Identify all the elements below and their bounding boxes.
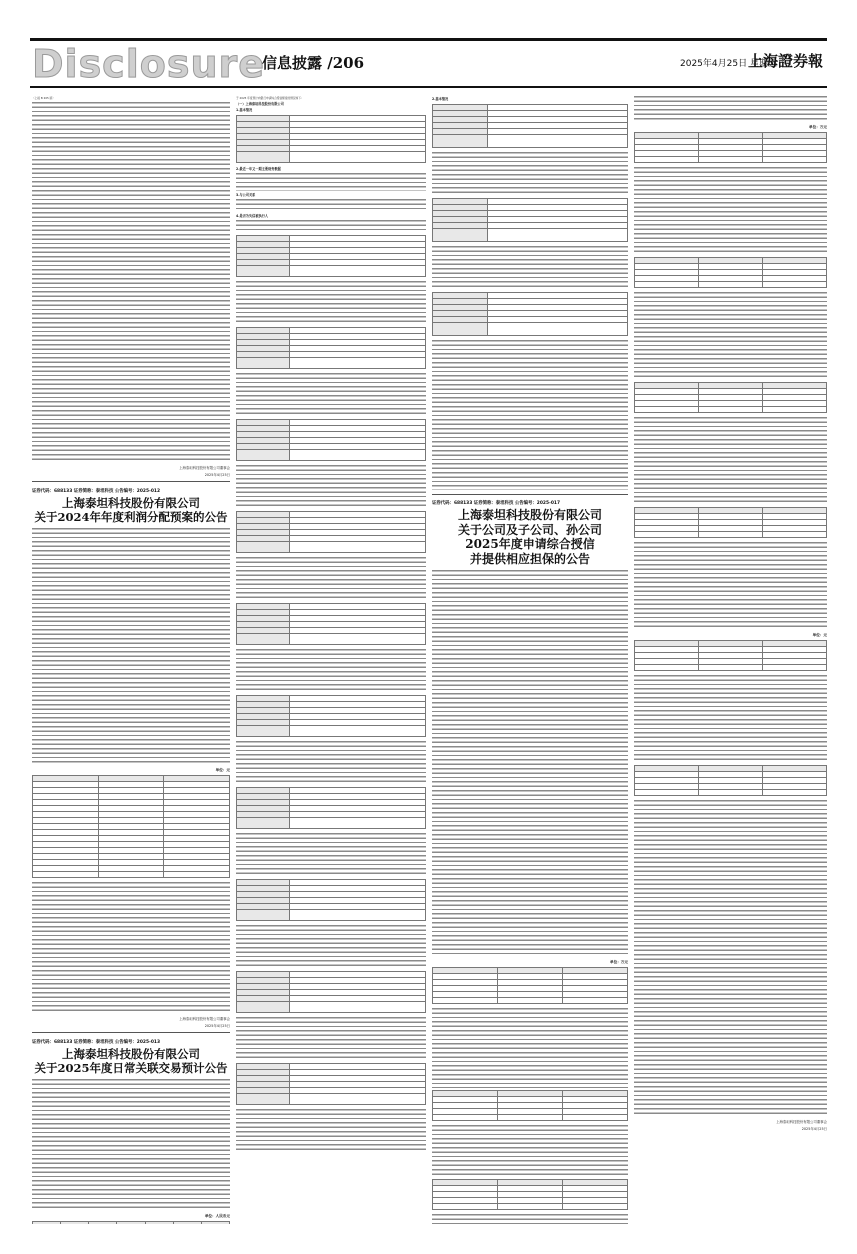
column-2 (236, 96, 426, 1224)
body-text-block (432, 246, 628, 290)
body-text-block (236, 1109, 426, 1153)
notice-date: 2025年4月25日 (801, 1127, 827, 1132)
notice-title (32, 1047, 230, 1075)
notice-title-line: 关于2024年年度利润分配预案的公告 (34, 509, 228, 524)
column-3 (432, 96, 628, 1224)
notice-title (432, 508, 628, 566)
section-title: 信息披露 /206 (262, 54, 365, 72)
notice-title-line: 并提供相应担保的公告 (469, 551, 590, 566)
notice-title-line: 上海泰坦科技股份有限公司 (62, 1046, 200, 1061)
notice-title (32, 496, 230, 524)
profit-distribution-table (32, 775, 230, 878)
company-info-table (236, 787, 426, 829)
masthead (30, 38, 827, 90)
financial-data-table (634, 640, 827, 671)
prev-notice-signature: 上海泰坦科技股份有限公司董事会 (179, 466, 230, 471)
notice-title-line: 上海泰坦科技股份有限公司 (62, 495, 200, 510)
continued-note: （上接 B 205 版） (32, 96, 55, 100)
disclosure-logo: Disclosure (32, 42, 266, 86)
body-text-block (236, 281, 426, 325)
body-text-block (432, 152, 628, 196)
notice-signature: 上海泰坦科技股份有限公司董事会 (179, 1017, 230, 1022)
notice-code-line: 证券代码：688133 证券简称：泰坦科技 公告编号：2025-012 (32, 488, 161, 494)
company-info-table (236, 511, 426, 553)
masthead-top-rule (30, 38, 827, 41)
company-info-table (432, 292, 628, 336)
newspaper-name: 上海證券報 (747, 52, 823, 70)
credit-guarantee-table (432, 967, 628, 1004)
financial-data-table (634, 382, 827, 413)
table-unit-label: 单位：元 (215, 768, 230, 773)
company-info-table (236, 327, 426, 369)
body-text-block (634, 167, 827, 255)
table-unit-label: 单位：元 (812, 633, 827, 638)
divider (32, 481, 230, 482)
body-text-block (236, 373, 426, 417)
body-text-block (236, 557, 426, 601)
table-unit-label: 单位：万元 (610, 960, 628, 965)
divider (32, 1032, 230, 1033)
company-info-table (236, 603, 426, 645)
masthead-bottom-rule (30, 86, 827, 88)
notice-title-line: 关于2025年度日常关联交易预计公告 (34, 1060, 228, 1075)
financial-data-table (634, 257, 827, 288)
body-text-block (236, 833, 426, 877)
body-text-block (236, 741, 426, 785)
notice-code-line: 证券代码：688133 证券简称：泰坦科技 公告编号：2025-013 (32, 1039, 161, 1045)
company-info-table (236, 879, 426, 921)
column-header-note: 于 2025 年度预计向银行申请综合授信额度的情况如下： (236, 96, 304, 100)
body-text-block (32, 102, 230, 463)
notice-signature: 上海泰坦科技股份有限公司董事会 (776, 1120, 827, 1125)
financial-data-table (634, 765, 827, 796)
body-text-block (32, 528, 230, 766)
notice-date: 2025年4月25日 (204, 1024, 230, 1029)
body-text-block (32, 882, 230, 1014)
company-info-table (236, 115, 426, 163)
body-text-block (236, 649, 426, 693)
body-text-block (432, 1214, 628, 1224)
body-text-block (236, 1017, 426, 1061)
body-text-block (32, 1079, 230, 1211)
financial-data-table (432, 1090, 628, 1121)
body-text-block (432, 1125, 628, 1178)
company-info-table (236, 1063, 426, 1105)
body-text-block (634, 800, 827, 1117)
related-transaction-table (32, 1221, 230, 1224)
financial-data-table (432, 1179, 628, 1210)
subsection-label: 2.最近一年又一期主要财务数据 (236, 167, 281, 172)
financial-data-table (634, 132, 827, 163)
company-info-table (236, 971, 426, 1013)
subsection-label: 1.基本情况 (236, 108, 253, 113)
financial-data-table (634, 507, 827, 538)
body-text-block (236, 173, 426, 191)
body-text-block (236, 465, 426, 509)
body-text-block (634, 96, 827, 122)
company-info-table (432, 104, 628, 148)
prev-notice-date: 2025年4月25日 (204, 473, 230, 478)
body-text-block (236, 925, 426, 969)
body-text-block (432, 570, 628, 957)
body-text-block (634, 675, 827, 763)
company-info-table (432, 198, 628, 242)
notice-title-line: 关于公司及子公司、孙公司 (457, 522, 602, 537)
body-text-block (236, 220, 426, 233)
notice-title-line: 2025年度申请综合授信 (465, 537, 595, 552)
subsection-label: 4.是否为失信被执行人 (236, 214, 269, 219)
company-info-table (236, 695, 426, 737)
body-text-block (432, 1008, 628, 1087)
table-unit-label: 单位：万元 (809, 125, 827, 130)
body-text-block (634, 292, 827, 380)
notice-title-line: 上海泰坦科技股份有限公司 (457, 508, 602, 523)
subsection-label: 2.基本情况 (432, 97, 449, 101)
subsection-label: （一）上海泰坦科技股份有限公司 (236, 102, 284, 107)
notice-code-line: 证券代码：688133 证券简称：泰坦科技 公告编号：2025-017 (432, 501, 561, 507)
issue-date: 2025年4月25日 星期五 (680, 59, 777, 69)
company-info-table (236, 419, 426, 461)
body-text-block (634, 417, 827, 505)
subsection-label: 3.与公司关系 (236, 193, 256, 197)
body-text-block (236, 199, 426, 212)
company-info-table (236, 235, 426, 277)
body-text-block (432, 340, 628, 490)
divider (432, 494, 628, 495)
column-4 (634, 96, 827, 1224)
column-1 (32, 96, 230, 1224)
body-text-block (634, 542, 827, 630)
table-unit-label: 单位：人民币元 (204, 1213, 230, 1218)
